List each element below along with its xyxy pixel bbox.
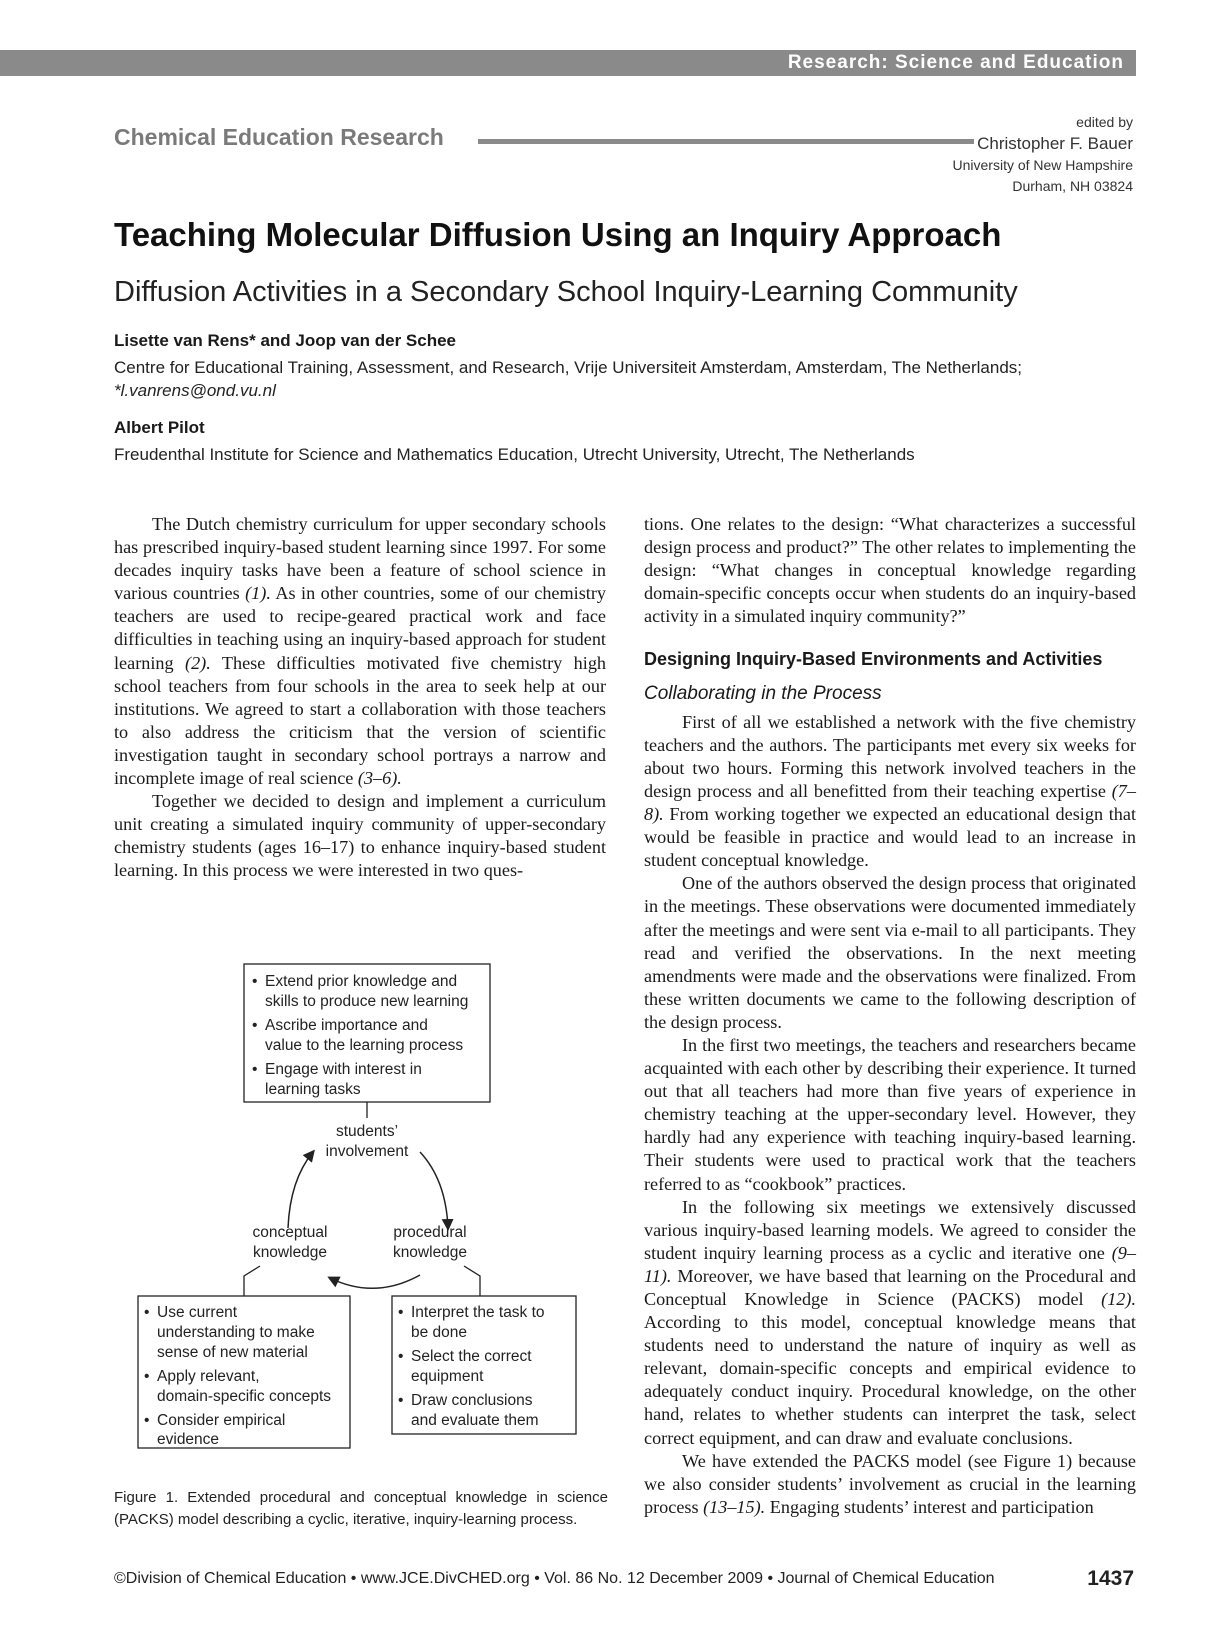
- page-number: 1437: [1087, 1567, 1134, 1590]
- editor-block: [953, 112, 1134, 197]
- packs-model-figure: [130, 960, 600, 1460]
- paragraph: One of the authors observed the design process that originated in the meetings. These observations were documented immediately after the meetings and were sent via e-mail to all participants. They read and verified the observations. In the next meeting amendments were made and the observations were finalized. From these written documents we came to the following description of the design process.: [644, 873, 1136, 1032]
- involvement-label: students’: [335, 1123, 399, 1140]
- left-box-line: Apply relevant,: [157, 1368, 260, 1385]
- top-box-line: value to the learning process: [265, 1037, 464, 1054]
- citation-link[interactable]: (2).: [185, 652, 211, 673]
- bullet: •: [252, 1061, 258, 1078]
- conceptual-label: conceptual: [252, 1224, 328, 1241]
- paragraph: In the following six meetings we extensively discussed various inquiry-based learning models. We agreed to consider the student inquiry learning process as a cyclic and iterative one (9–11). Moreover, we have based that learning on the Procedural and Conceptual Knowledge in Science (PACKS) model (12). According to this model, conceptual knowledge means that students need to understand the nature of inquiry as well as relevant, domain-specific concepts and empirical evidence to adequately conduct inquiry. Procedural knowledge, on the other hand, relates to whether students can interpret the task, select correct equipment, and can draw and evaluate conclusions.: [644, 1196, 1136, 1448]
- left-box-line: domain-specific concepts: [157, 1388, 332, 1405]
- affiliation-primary-text: Centre for Educational Training, Assessment, and Research, Vrije Universiteit Amsterdam, Amsterdam, The Netherlands;: [114, 358, 1023, 377]
- corresponding-email[interactable]: *l.vanrens@ond.vu.nl: [114, 381, 276, 400]
- bullet: •: [398, 1348, 404, 1365]
- right-box-line: and evaluate them: [411, 1412, 539, 1429]
- article-title: Teaching Molecular Diffusion Using an Inquiry Approach: [114, 216, 1002, 253]
- procedural-label: procedural: [393, 1224, 467, 1241]
- citation-link[interactable]: (3–6).: [357, 768, 402, 789]
- top-box-line: Engage with interest in: [265, 1061, 422, 1078]
- paragraph: In the first two meetings, the teachers and researchers became acquainted with each other by describing their experience. It turned out that all teachers had more than five years of experience in chemistry teaching at the upper-secondary level. However, they hardly had any experience with teaching inquiry-based learning. Their students were used to practical work that the teachers referred to as “cookbook” practices.: [644, 1034, 1136, 1194]
- right-box-line: equipment: [411, 1368, 484, 1385]
- left-box-line: evidence: [157, 1431, 220, 1448]
- cycle-arrow: [330, 1275, 420, 1288]
- left-box-line: understanding to make: [157, 1324, 315, 1341]
- edited-by: edited by: [1076, 114, 1133, 130]
- section-label: Chemical Education Research: [114, 124, 444, 150]
- affiliation-primary: [114, 356, 1022, 402]
- bullet: •: [144, 1304, 150, 1321]
- paragraph: tions. One relates to the design: “What characterizes a successful design process and product?” The other relates to implementing the design: “What changes in conceptual knowledge regarding domain-specific concepts occur when students do an inquiry-based activity in a simulated inquiry community?”: [644, 514, 1136, 627]
- editor-location: Durham, NH 03824: [1012, 178, 1133, 194]
- bullet: •: [144, 1412, 150, 1429]
- left-box-line: Consider empirical: [157, 1412, 286, 1429]
- bullet: •: [252, 973, 258, 990]
- authors-primary: Lisette van Rens* and Joop van der Schee: [114, 331, 457, 350]
- cycle-arrow: [420, 1152, 448, 1228]
- right-box-line: Draw conclusions: [411, 1392, 533, 1409]
- right-box-line: Select the correct: [411, 1348, 532, 1365]
- left-box-line: Use current: [157, 1304, 238, 1321]
- section-band-label: Research: Science and Education: [787, 52, 1124, 73]
- top-box-line: Extend prior knowledge and: [265, 973, 458, 990]
- citation-link[interactable]: (13–15).: [703, 1496, 766, 1517]
- top-box-line: learning tasks: [265, 1081, 361, 1098]
- editor-institution: University of New Hampshire: [952, 157, 1133, 173]
- editor-name: Christopher F. Bauer: [977, 134, 1133, 153]
- article-subtitle: Diffusion Activities in a Secondary School Inquiry-Learning Community: [114, 276, 1018, 308]
- citation-link[interactable]: (1).: [245, 583, 271, 604]
- section-heading: Designing Inquiry-Based Environments and Activities: [644, 649, 1103, 670]
- citation-link[interactable]: (12).: [1101, 1289, 1136, 1309]
- paragraph: First of all we established a network with the five chemistry teachers and the authors. The participants met every six weeks for about two hours. Forming this network involved teachers in the design process and all benefitted from their teaching expertise (7–8). From working together we expected an educational design that would be feasible in practice and would lead to an increase in student conceptual knowledge.: [644, 711, 1136, 871]
- bullet: •: [144, 1368, 150, 1385]
- paragraph: The Dutch chemistry curriculum for upper secondary schools has prescribed inquiry-based student learning since 1997. For some decades inquiry tasks have been a feature of school science in various countries (1). As in other countries, some of our chemistry teachers are used to recipe-geared practical work and face difficulties in teaching using an inquiry-based approach for student learning (2). These difficulties motivated five chemistry high school teachers from four schools in the area to seek help at our institutions. We agreed to start a collaboration with those teachers to also address the criticism that the version of scientific investigation taught in secondary school portrays a narrow and incomplete image of real science (3–6).: [114, 514, 607, 789]
- bullet: •: [398, 1392, 404, 1409]
- conceptual-label: knowledge: [252, 1244, 328, 1261]
- right-box-line: be done: [411, 1324, 468, 1341]
- paragraph: Together we decided to design and implement a curriculum unit creating a simulated inquiry community of upper-secondary chemistry students (ages 16–17) to enhance inquiry-based student learning. In this process we were interested in two ques-: [114, 791, 606, 881]
- involvement-label: involvement: [325, 1143, 409, 1160]
- authors-secondary: Albert Pilot: [114, 418, 205, 437]
- cycle-arrow: [288, 1152, 313, 1228]
- bullet: •: [398, 1304, 404, 1321]
- body-column-left: [114, 513, 606, 883]
- section-band: [0, 50, 1136, 76]
- citation-link[interactable]: (7–8).: [644, 780, 1136, 825]
- footer-text: ©Division of Chemical Education • www.JCE.DivCHED.org • Vol. 86 No. 12 December 2009 • Journal of Chemical Education: [114, 1570, 995, 1587]
- citation-link[interactable]: (9–11).: [644, 1242, 1136, 1286]
- bullet: •: [252, 1017, 258, 1034]
- page-footer: [114, 1567, 1134, 1590]
- section-rule: [478, 139, 974, 144]
- figure-caption: Figure 1. Extended procedural and conceptual knowledge in science (PACKS) model describing a cyclic, iterative, inquiry-learning process.: [114, 1489, 608, 1528]
- body-column-right: [644, 513, 1136, 1519]
- top-box-line: Ascribe importance and: [265, 1017, 428, 1034]
- right-box-line: Interpret the task to: [411, 1304, 545, 1321]
- affiliation-secondary: Freudenthal Institute for Science and Mathematics Education, Utrecht University, Utrecht, The Netherlands: [114, 445, 915, 464]
- paragraph: We have extended the PACKS model (see Figure 1) because we also consider students’ involvement as crucial in the learning process (13–15). Engaging students’ interest and participation: [644, 1450, 1136, 1517]
- procedural-label: knowledge: [392, 1244, 468, 1261]
- left-box-line: sense of new material: [157, 1344, 308, 1361]
- top-box-line: skills to produce new learning: [265, 993, 469, 1010]
- subsection-heading: Collaborating in the Process: [644, 682, 882, 704]
